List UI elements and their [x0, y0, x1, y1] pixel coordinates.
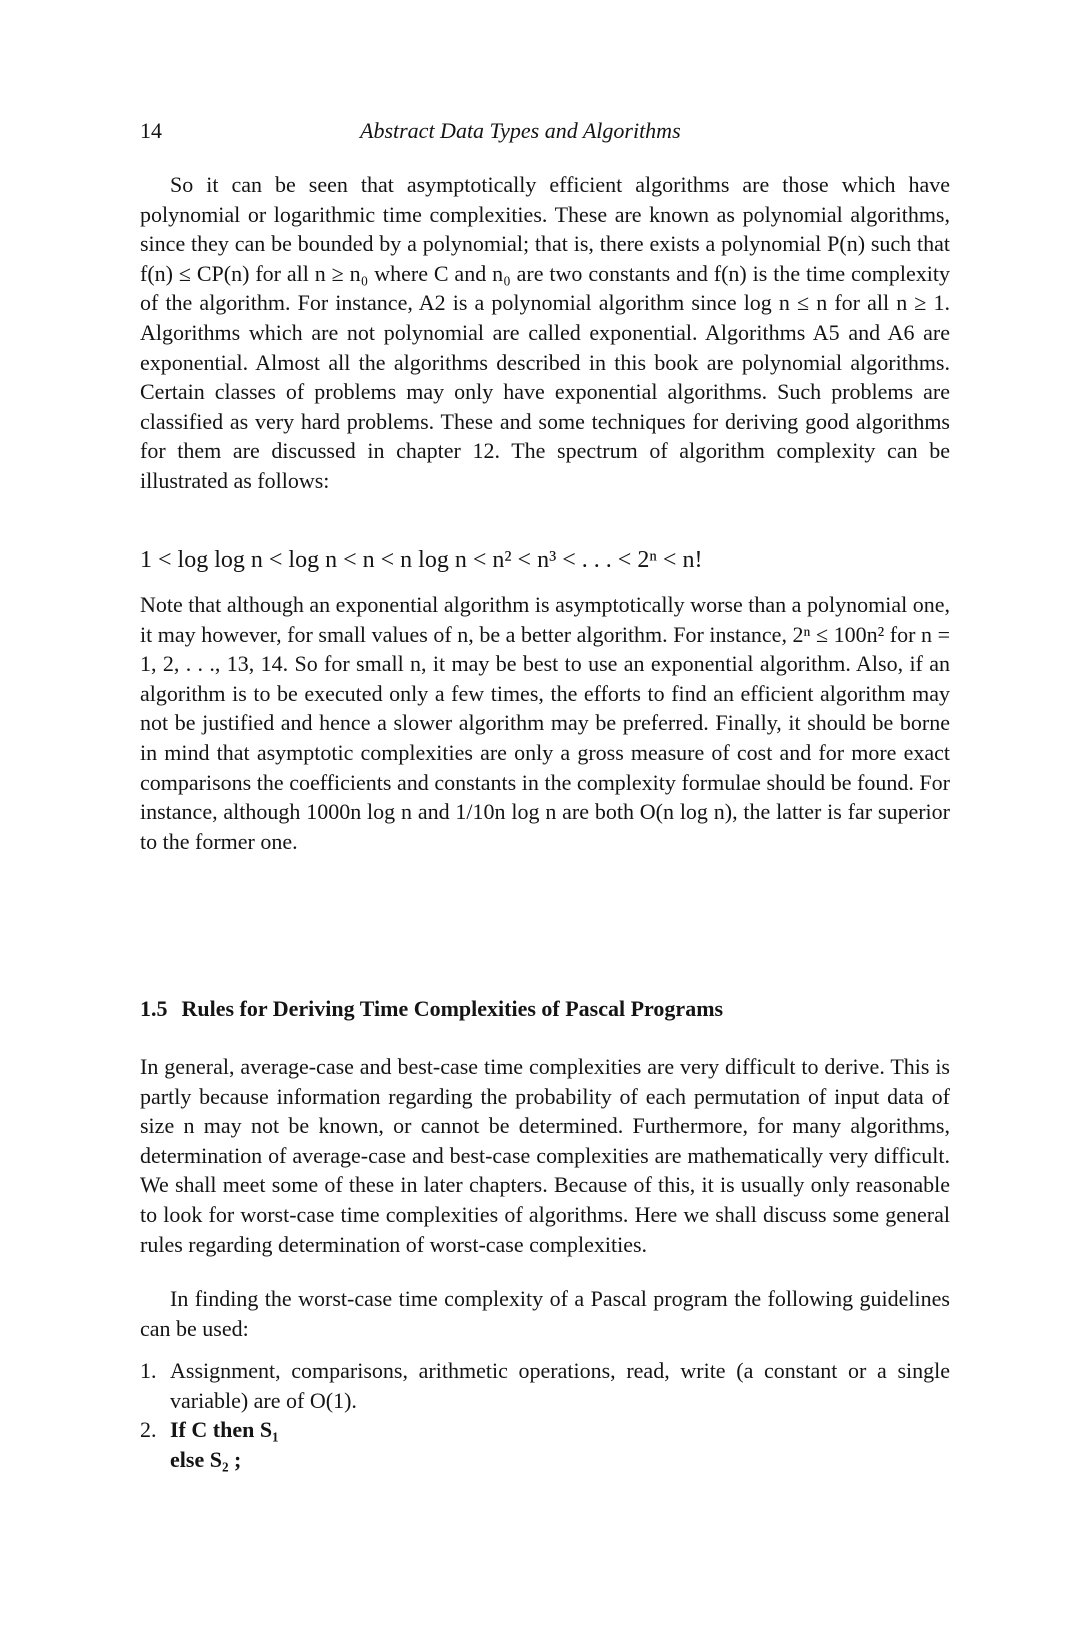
- paragraph-exponential-note: Note that although an exponential algorithm is asymptotically worse than a polynomial one, it may however, for small values of n, be a better algorithm. For instance, 2ⁿ ≤ 100n² for n = 1, 2, . . ., 13, 14. So for small n, it may be best to use an exponential algorithm. Also, if an algorithm is to be executed only a few times, the efforts to find an efficient algorithm may not be justified and hence a slower algorithm may be preferred. Finally, it should be borne in mind that asymptotic complexities are only a gross measure of cost and for more exact comparisons the coefficients and constants in the complexity formulae should be found. For instance, although 1000n log n and 1/10n log n are both O(n log n), the latter is far superior to the former one.: [140, 592, 950, 854]
- paragraph-polynomial-algorithms: So it can be seen that asymptotically efficient algorithms are those which have polynomial or logarithmic time complexities. These are known as polynomial algorithms, since they can be bounded by a polynomial; that is, there exists a polynomial P(n) such that f(n) ≤ CP(n) for all n ≥ n₀ where C and n₀ are two constants and f(n) is the time complexity of the algorithm. For instance, A2 is a polynomial algorithm since log n ≤ n for all n ≥ 1. Algorithms which are not polynomial are called exponential. Algorithms A5 and A6 are exponential. Almost all the algorithms described in this book are polynomial algorithms. Certain classes of problems may only have exponential algorithms. Such problems are classified as very hard problems. These and some techniques for deriving good algorithms for them are discussed in chapter 12. The spectrum of algorithm complexity can be illustrated as follows:: [140, 172, 950, 493]
- section-number: 1.5: [140, 996, 168, 1021]
- running-title: Abstract Data Types and Algorithms: [360, 118, 681, 143]
- code-line-if: If C then S₁: [170, 1417, 279, 1442]
- page-number: 14: [140, 118, 162, 143]
- list-item-number: 1.: [140, 1358, 157, 1383]
- complexity-spectrum-formula: 1 < log log n < log n < n < n log n < n² < n³ < . . . < 2ⁿ < n!: [140, 547, 703, 573]
- paragraph-average-case: In general, average-case and best-case time complexities are very difficult to derive. This is partly because information regarding the probability of each permutation of input data of size n may not be known, or cannot be determined. Furthermore, for many algorithms, determination of average-case and best-case complexities are mathematically very difficult. We shall meet some of these in later chapters. Because of this, it is usually only reasonable to look for worst-case time complexities of algorithms. Here we shall discuss some general rules regarding determination of worst-case complexities.: [140, 1054, 950, 1257]
- code-line-else: else S₂ ;: [170, 1446, 242, 1472]
- list-item: [140, 1415, 950, 1474]
- section-title: Rules for Deriving Time Complexities of Pascal Programs: [181, 996, 724, 1021]
- list-item-code: [170, 1415, 950, 1474]
- section-heading: [140, 996, 723, 1022]
- list-item-text: Assignment, comparisons, arithmetic operations, read, write (a constant or a single variable) are of O(1).: [170, 1358, 950, 1413]
- list-item-number: 2.: [140, 1417, 157, 1442]
- list-item: [140, 1356, 950, 1415]
- paragraph-worst-case-guidelines: In finding the worst-case time complexity of a Pascal program the following guidelines can be used:: [140, 1286, 950, 1341]
